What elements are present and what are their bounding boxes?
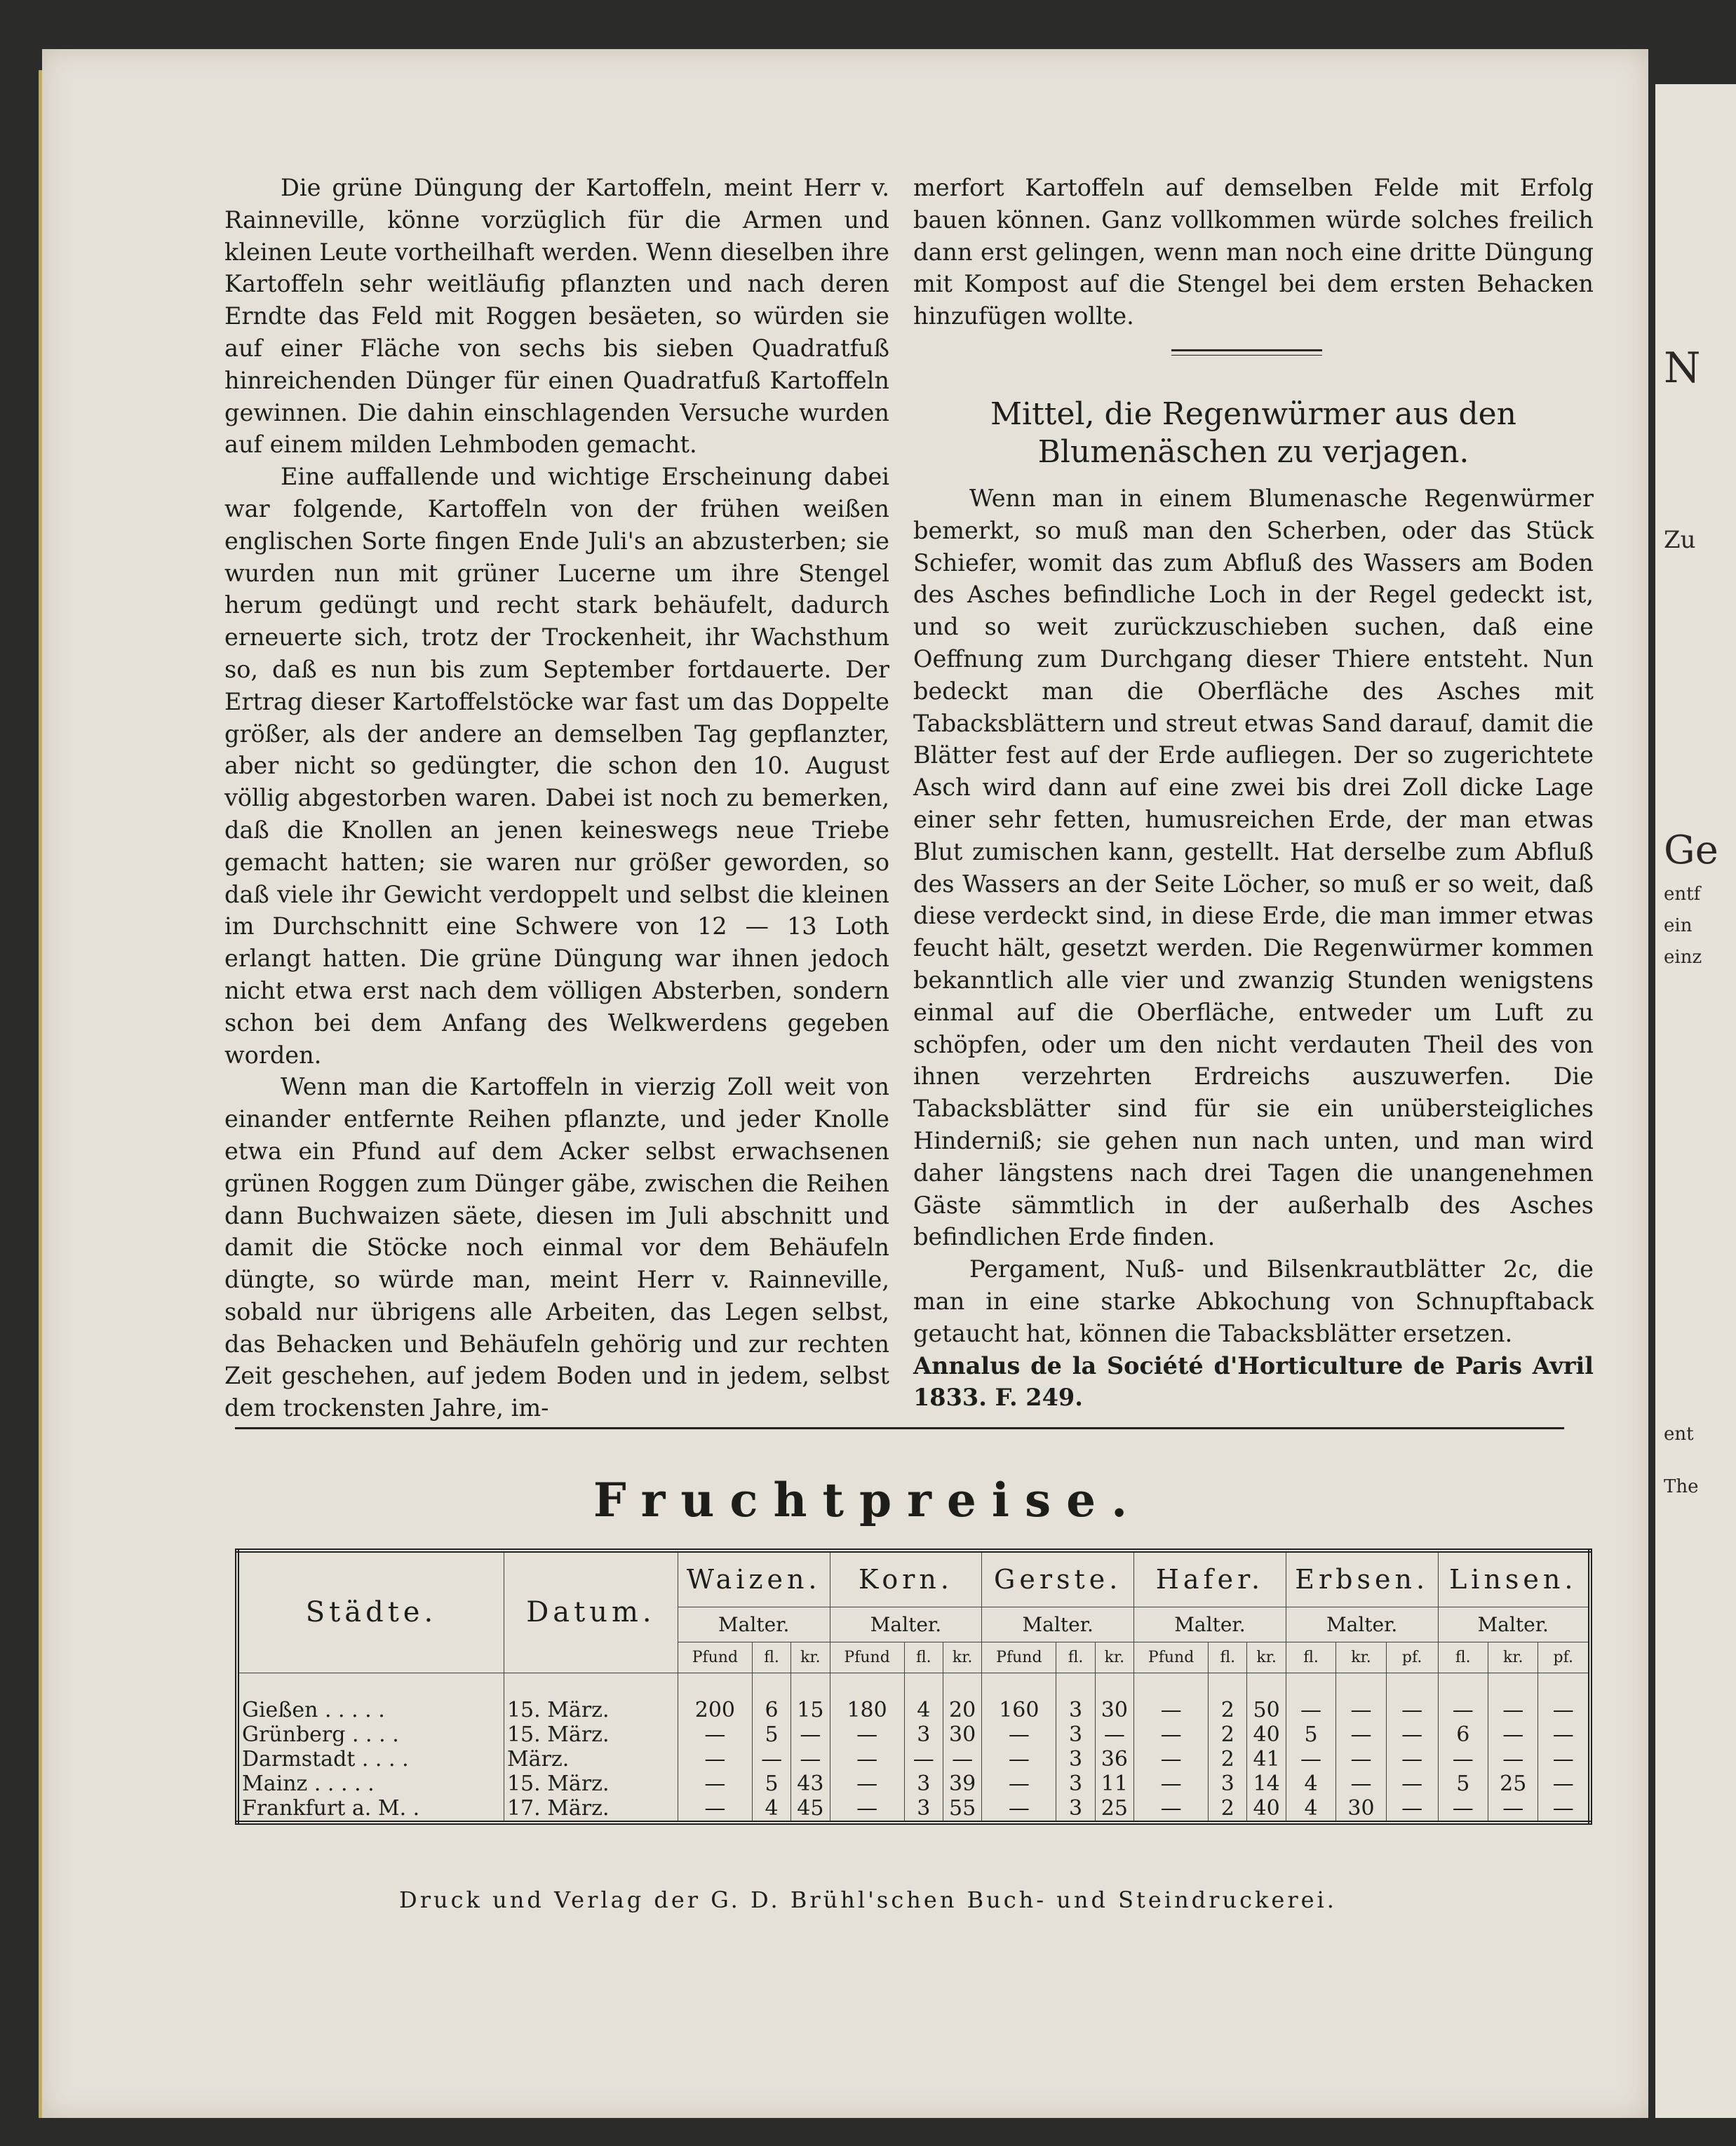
city-cell: Mainz . . . . . (237, 1772, 504, 1796)
price-cell: 25 (1488, 1772, 1538, 1796)
unit-header: fl. (752, 1642, 790, 1673)
unit-header: pf. (1386, 1642, 1438, 1673)
paragraph: Eine auffallende und wichtige Erscheinung dabei war folgende, Kartoffeln von der frühen weißen englischen Sorte fingen Ende Juli's an abzusterben; sie wurden nun mit grüner Lucerne um ihre Stengel herum gedüngt und recht stark behäufelt, dadurch erneuerte sich, trotz der Trockenheit, ihr Wachsthum so, daß es nun bis zum September fortdauerte. Der Ertrag dieser Kartoffelstöcke war fast um das Doppelte größer, als der andere an demselben Tag gepflanzter, aber nicht so gedüngter, die schon den 10. August völlig abgestorben waren. Dabei ist noch zu bemerken, daß die Knollen an jenen keineswegs neue Triebe gemacht hatten; sie waren nur größer geworden, so daß viele ihr Gewicht verdoppelt und selbst die kleinen im Durchschnitt eine Schwere von 12 — 13 Loth erlangt hatten. Die grüne Düngung war ihnen jedoch nicht etwa erst nach dem völligen Absterben, sondern schon bei dem Anfang des Welkwerdens gegeben worden. (224, 463, 889, 1069)
adjacent-fragment: ein (1664, 915, 1693, 936)
date-cell: 15. März. (504, 1698, 678, 1722)
price-cell: 40 (1247, 1722, 1286, 1747)
price-cell: 43 (791, 1772, 830, 1796)
price-cell: — (678, 1747, 752, 1772)
price-cell: 4 (752, 1796, 790, 1823)
city-cell: Darmstadt . . . . (237, 1747, 504, 1772)
price-cell: — (830, 1796, 904, 1823)
col-header-grain: Erbsen. (1286, 1551, 1438, 1607)
paragraph: Wenn man die Kartoffeln in vierzig Zoll weit von einander entfernte Reihen pflanzte, und jeder Knolle etwa ein Pfund auf dem Acker selbst erwachsenen grünen Roggen zum Dünger gäbe, zwischen die Reihen dann Buchwaizen säete, diesen im Juli abschnitt und damit die Stöcke noch einmal vor dem Behäufeln düngte, so würde man, meint Herr v. Rainneville, sobald nur übrigens alle Arbeiten, das Legen selbst, das Behacken und Behäufeln gehörig und zur rechten Zeit geschehen, auf jedem Boden und in jedem, selbst dem trockensten Jahre, im- (224, 1073, 889, 1422)
city-cell: Frankfurt a. M. . (237, 1796, 504, 1823)
table-row (237, 1747, 1590, 1772)
unit-header: Pfund (678, 1642, 752, 1673)
unit-header: kr. (1247, 1642, 1286, 1673)
col-header-grain: Waizen. (678, 1551, 830, 1607)
price-cell: — (904, 1747, 943, 1772)
date-cell: 17. März. (504, 1796, 678, 1823)
price-cell: — (1286, 1698, 1335, 1722)
price-cell: 2 (1209, 1796, 1247, 1823)
adjacent-fragment: The (1664, 1476, 1699, 1497)
price-cell: — (1538, 1796, 1590, 1823)
unit-header: Pfund (830, 1642, 904, 1673)
price-cell: 3 (1056, 1747, 1095, 1772)
adjacent-fragment: entf (1664, 884, 1701, 905)
price-cell: — (1538, 1747, 1590, 1772)
price-cell: 45 (791, 1796, 830, 1823)
date-cell: 15. März. (504, 1722, 678, 1747)
price-cell: — (1336, 1747, 1386, 1772)
right-column (913, 172, 1594, 1414)
price-cell: 25 (1095, 1796, 1133, 1823)
price-cell: — (678, 1722, 752, 1747)
price-cell: — (982, 1796, 1056, 1823)
date-cell: März. (504, 1747, 678, 1772)
price-cell: 2 (1209, 1698, 1247, 1722)
table-row (237, 1698, 1590, 1722)
price-cell: 5 (1286, 1722, 1335, 1747)
col-header-grain: Korn. (830, 1551, 982, 1607)
paragraph: Pergament, Nuß- und Bilsenkrautblätter 2c, die man in eine starke Abkochung von Schnupftaback getaucht hat, können die Tabacksblätter ersetzen. (913, 1255, 1594, 1347)
price-cell: 4 (1286, 1796, 1335, 1823)
price-cell: 50 (1247, 1698, 1286, 1722)
price-cell: — (1488, 1698, 1538, 1722)
price-cell: 180 (830, 1698, 904, 1722)
source-citation: Annalus de la Société d'Horticulture de Paris Avril 1833. F. 249. (913, 1351, 1594, 1412)
price-cell: — (1538, 1698, 1590, 1722)
price-cell: — (1386, 1796, 1438, 1823)
price-cell: 3 (1056, 1698, 1095, 1722)
price-cell: — (1386, 1722, 1438, 1747)
price-cell: — (1134, 1722, 1209, 1747)
price-cell: — (1438, 1747, 1488, 1772)
left-column (224, 172, 889, 1424)
price-cell: — (1134, 1796, 1209, 1823)
price-cell: 3 (904, 1796, 943, 1823)
adjacent-fragment: Ge (1664, 828, 1718, 873)
article-heading: Mittel, die Regenwürmer aus den Blumenäschen zu verjagen. (990, 396, 1517, 470)
price-cell: — (830, 1747, 904, 1772)
col-header-grain: Linsen. (1438, 1551, 1590, 1607)
price-cell: 20 (943, 1698, 981, 1722)
price-cell: — (791, 1747, 830, 1772)
price-cell: 36 (1095, 1747, 1133, 1772)
price-cell: 3 (904, 1772, 943, 1796)
unit-header: fl. (1209, 1642, 1247, 1673)
price-cell: — (1538, 1772, 1590, 1796)
col-header-grain: Hafer. (1134, 1551, 1286, 1607)
unit-header: kr. (1488, 1642, 1538, 1673)
paragraph: merfort Kartoffeln auf demselben Felde mit Erfolg bauen können. Ganz vollkommen würde solches freilich dann erst gelingen, wenn man noch eine dritte Düngung mit Kompost auf die Stengel bei dem ersten Behacken hinzufügen wollte. (913, 174, 1594, 330)
paragraph: Die grüne Düngung der Kartoffeln, meint Herr v. Rainneville, könne vorzüglich für die Armen und kleinen Leute vortheilhaft werden. Wenn dieselben ihre Kartoffeln sehr weitläufig pflanzten und nach deren Erndte das Feld mit Roggen besäeten, so würden sie auf einer Fläche von sechs bis sieben Quadratfuß hinreichenden Dünger für einen Quadratfuß Kartoffeln gewinnen. Die dahin einschlagenden Versuche wurden auf einem milden Lehmboden gemacht. (224, 174, 889, 459)
measure-header: Malter. (1438, 1607, 1590, 1642)
price-cell: — (1538, 1722, 1590, 1747)
measure-header: Malter. (830, 1607, 982, 1642)
price-cell: — (982, 1772, 1056, 1796)
price-cell: 5 (752, 1772, 790, 1796)
price-cell: — (752, 1747, 790, 1772)
col-header-date: Datum. (504, 1551, 678, 1673)
price-cell: 200 (678, 1698, 752, 1722)
unit-header: Pfund (1134, 1642, 1209, 1673)
unit-header: fl. (1286, 1642, 1335, 1673)
price-cell: — (830, 1772, 904, 1796)
price-cell: 5 (752, 1722, 790, 1747)
price-cell: 3 (1209, 1772, 1247, 1796)
price-cell: 4 (904, 1698, 943, 1722)
unit-header: kr. (791, 1642, 830, 1673)
price-cell: — (1438, 1698, 1488, 1722)
price-cell: — (1386, 1772, 1438, 1796)
price-cell: — (791, 1722, 830, 1747)
adjacent-fragment: Zu (1664, 526, 1696, 554)
unit-header: kr. (943, 1642, 981, 1673)
price-cell: 2 (1209, 1722, 1247, 1747)
unit-header: Pfund (982, 1642, 1056, 1673)
section-divider (1171, 349, 1322, 351)
unit-header: kr. (1095, 1642, 1133, 1673)
price-cell: — (1386, 1698, 1438, 1722)
city-cell: Gießen . . . . . (237, 1698, 504, 1722)
price-cell: — (1134, 1747, 1209, 1772)
price-cell: — (1336, 1772, 1386, 1796)
price-cell: 40 (1247, 1796, 1286, 1823)
table-row (237, 1722, 1590, 1747)
price-cell: 14 (1247, 1772, 1286, 1796)
adjacent-fragment: ent (1664, 1424, 1694, 1445)
table-row (237, 1796, 1590, 1823)
adjacent-fragment: einz (1664, 947, 1702, 968)
price-cell: — (830, 1722, 904, 1747)
horizontal-rule (235, 1427, 1564, 1429)
unit-header: fl. (1056, 1642, 1095, 1673)
price-cell: 6 (1438, 1722, 1488, 1747)
price-cell: 160 (982, 1698, 1056, 1722)
table-row (237, 1772, 1590, 1796)
section-divider (1171, 355, 1322, 356)
price-cell: — (1336, 1698, 1386, 1722)
price-cell: 30 (943, 1722, 981, 1747)
imprint-footer: Druck und Verlag der G. D. Brühl'schen Buch- und Steindruckerei. (399, 1887, 1337, 1913)
city-cell: Grünberg . . . . (237, 1722, 504, 1747)
price-cell: 39 (943, 1772, 981, 1796)
price-cell: — (1438, 1796, 1488, 1823)
price-cell: 3 (1056, 1796, 1095, 1823)
prices-heading: Fruchtpreise. (593, 1473, 1143, 1527)
price-cell: 4 (1286, 1772, 1335, 1796)
measure-header: Malter. (1286, 1607, 1438, 1642)
adjacent-page (1655, 84, 1736, 2118)
price-cell: — (1095, 1722, 1133, 1747)
adjacent-fragment: N (1664, 344, 1701, 393)
measure-header: Malter. (982, 1607, 1134, 1642)
price-cell: — (1134, 1698, 1209, 1722)
price-cell: — (1488, 1722, 1538, 1747)
price-cell: 3 (1056, 1722, 1095, 1747)
col-header-city: Städte. (237, 1551, 504, 1673)
price-table-body (237, 1673, 1590, 1823)
price-cell: — (982, 1722, 1056, 1747)
measure-header: Malter. (1134, 1607, 1286, 1642)
unit-header: fl. (1438, 1642, 1488, 1673)
price-cell: 30 (1336, 1796, 1386, 1823)
paragraph: Wenn man in einem Blumenasche Regenwürmer bemerkt, so muß man den Scherben, oder das Stück Schiefer, womit das zum Abfluß des Wassers am Boden des Asches befindliche Loch in der Regel gedeckt ist, und so weit zurückzuschieben suchen, daß eine Oeffnung zum Durchgang dieser Thiere entsteht. Nun bedeckt man die Oberfläche des Asches mit Tabacksblättern und streut etwas Sand darauf, damit die Blätter fest auf der Erde aufliegen. Der so zugerichtete Asch wird dann auf eine zwei bis drei Zoll dicke Lage einer sehr fetten, humusreichen Erde, der man etwas Blut zumischen kann, gestellt. Hat derselbe zum Abfluß des Wassers an der Seite Löcher, so muß er so weit, daß diese verdeckt sind, in diese Erde, die man immer etwas feucht hält, gesetzt werden. Die Regenwürmer kommen bekanntlich alle vier und zwanzig Stunden wenigstens einmal auf die Oberfläche, entweder um Luft zu schöpfen, oder um den nicht verdauten Theil des von ihnen verzehrten Erdreichs auszuwerfen. Die Tabacksblätter sind für sie ein unübersteigliches Hinderniß; sie gehen nun nach unten, und man wird daher längstens nach drei Tagen die unangenehmen Gäste sämmtlich in der außerhalb des Asches befindlichen Erde finden. (913, 484, 1594, 1251)
col-header-grain: Gerste. (982, 1551, 1134, 1607)
price-cell: — (1386, 1747, 1438, 1772)
price-cell: — (678, 1772, 752, 1796)
price-cell: — (678, 1796, 752, 1823)
unit-header: pf. (1538, 1642, 1590, 1673)
price-cell: 3 (1056, 1772, 1095, 1796)
price-cell: 2 (1209, 1747, 1247, 1772)
price-cell: 3 (904, 1722, 943, 1747)
price-cell: 30 (1095, 1698, 1133, 1722)
price-cell: — (1488, 1747, 1538, 1772)
date-cell: 15. März. (504, 1772, 678, 1796)
price-cell: — (1286, 1747, 1335, 1772)
price-cell: — (1488, 1796, 1538, 1823)
table-spacer-row (237, 1673, 1590, 1698)
price-cell: 41 (1247, 1747, 1286, 1772)
price-cell: — (1134, 1772, 1209, 1796)
price-cell: 15 (791, 1698, 830, 1722)
unit-header: kr. (1336, 1642, 1386, 1673)
price-cell: — (1336, 1722, 1386, 1747)
grain-price-table (235, 1548, 1592, 1825)
price-cell: 11 (1095, 1772, 1133, 1796)
price-cell: 6 (752, 1698, 790, 1722)
price-cell: 55 (943, 1796, 981, 1823)
unit-header: fl. (904, 1642, 943, 1673)
price-cell: 5 (1438, 1772, 1488, 1796)
price-cell: — (943, 1747, 981, 1772)
measure-header: Malter. (678, 1607, 830, 1642)
price-cell: — (982, 1747, 1056, 1772)
